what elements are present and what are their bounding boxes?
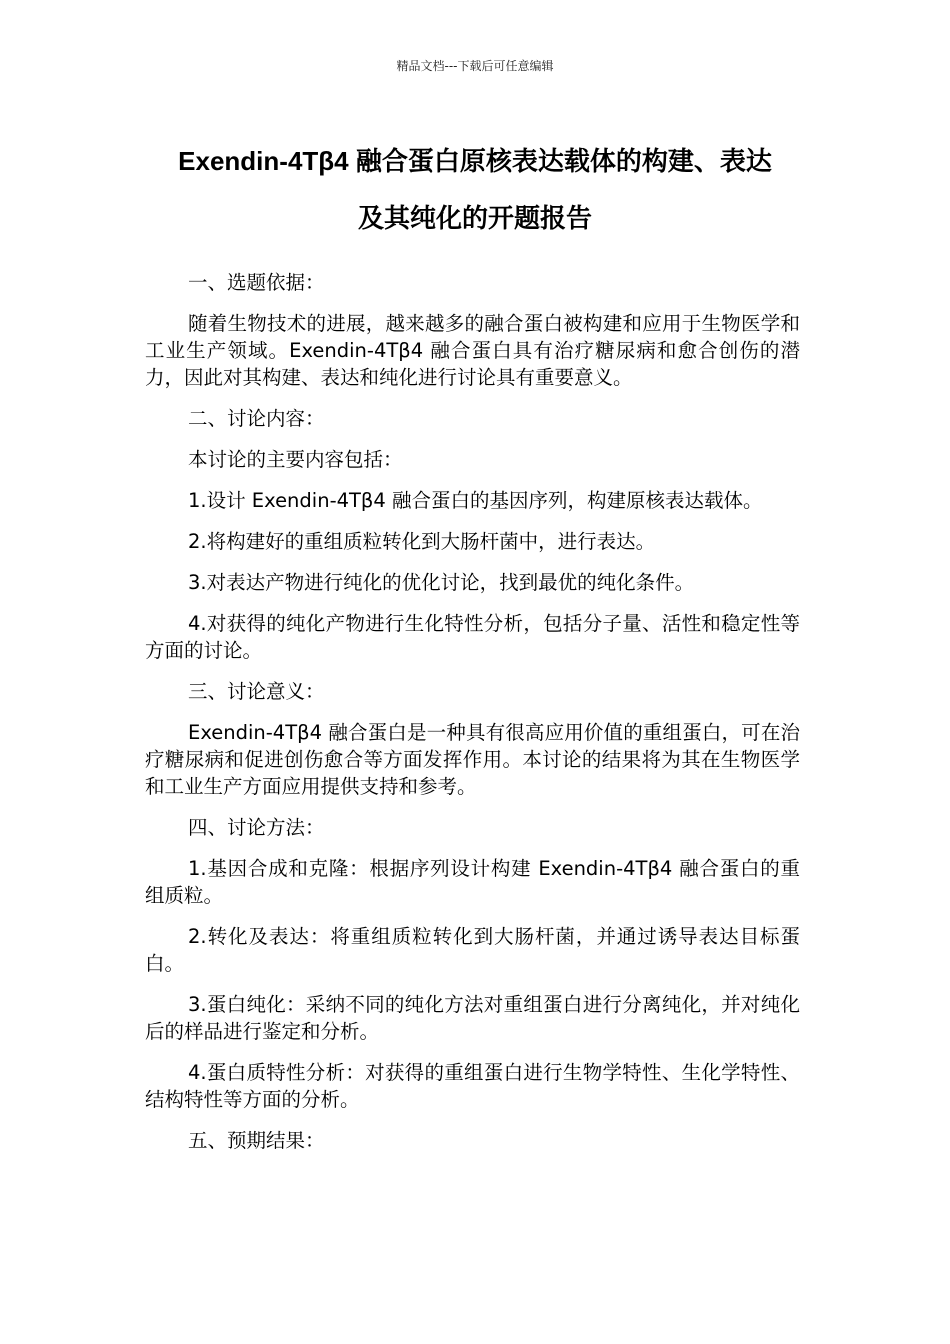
section-heading-methods: 四、讨论方法： <box>188 816 325 839</box>
section-heading-content: 二、讨论内容： <box>188 407 325 430</box>
list-item-content-1: 1.设计 Exendin-4Tβ4 融合蛋白的基因序列，构建原核表达载体。 <box>188 489 763 512</box>
document-title-line-2: 及其纯化的开题报告 <box>357 203 592 233</box>
document-title <box>120 133 830 247</box>
paragraph-content-intro: 本讨论的主要内容包括： <box>188 448 403 471</box>
paragraph-significance: Exendin-4Tβ4 融合蛋白是一种具有很高应用价值的重组蛋白，可在治疗糖尿病和促进创伤愈合等方面发挥作用。本讨论的结果将为其在生物医学和工业生产方面应用提供支持和参考。 <box>145 721 800 798</box>
list-item-content-4: 4.对获得的纯化产物进行生化特性分析，包括分子量、活性和稳定性等方面的讨论。 <box>145 612 800 662</box>
list-item-method-2: 2.转化及表达：将重组质粒转化到大肠杆菌，并通过诱导表达目标蛋白。 <box>145 925 800 975</box>
paragraph-basis: 随着生物技术的进展，越来越多的融合蛋白被构建和应用于生物医学和工业生产领域。Exendin-4Tβ4 融合蛋白具有治疗糖尿病和愈合创伤的潜力，因此对其构建、表达和纯化进行讨论具有重要意义。 <box>145 312 800 389</box>
list-item-content-3: 3.对表达产物进行纯化的优化讨论，找到最优的纯化条件。 <box>188 571 695 594</box>
section-heading-expected-results: 五、预期结果： <box>188 1129 325 1152</box>
list-item-method-4: 4.蛋白质特性分析：对获得的重组蛋白进行生物学特性、生化学特性、结构特性等方面的分析。 <box>145 1061 800 1111</box>
list-item-content-2: 2.将构建好的重组质粒转化到大肠杆菌中，进行表达。 <box>188 530 656 553</box>
list-item-method-1: 1.基因合成和克隆：根据序列设计构建 Exendin-4Tβ4 融合蛋白的重组质粒。 <box>145 857 800 907</box>
section-heading-significance: 三、讨论意义： <box>188 680 325 703</box>
document-title-line-1: Exendin-4Tβ4 融合蛋白原核表达载体的构建、表达 <box>178 146 772 176</box>
document-body <box>145 269 800 1168</box>
page-header: 精品文档---下载后可任意编辑 <box>396 59 554 73</box>
section-heading-basis: 一、选题依据： <box>188 271 325 294</box>
list-item-method-3: 3.蛋白纯化：采纳不同的纯化方法对重组蛋白进行分离纯化，并对纯化后的样品进行鉴定和分析。 <box>145 993 800 1043</box>
